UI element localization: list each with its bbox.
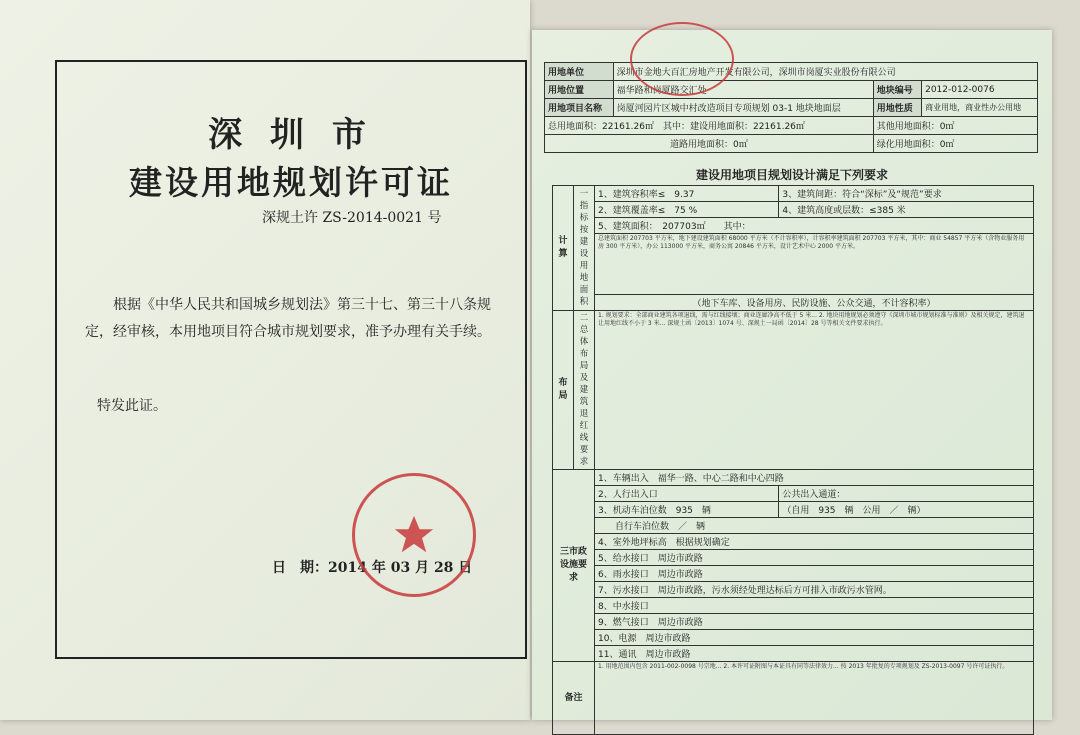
land-user-label: 用地单位 [545, 63, 614, 81]
floor-area-value: 5、建筑面积： 207703㎡ 其中： [595, 218, 1034, 234]
other-area: 其他用地面积：0㎡ [873, 117, 1037, 135]
permit-right-page [532, 30, 1052, 720]
municipal-11: 11、通讯 周边市政路 [595, 646, 1034, 662]
plot-no-value: 2012-012-0076 [922, 81, 1038, 99]
top-red-seal-icon [630, 22, 734, 96]
permit-number: 深规土许 ZS-2014-0021 号 [262, 210, 442, 226]
municipal-2b: 公共出入通道： [779, 486, 1034, 502]
notes-text: 1. 用地范围内包含 2011-002-0098 号宗地... 2. 本许可证附图与本证具有同等法律效力... 按 2013 年批复的专项规划及 ZS-2013-0097 号许可证执行。 [595, 662, 1034, 735]
municipal-3b: （自用 935 辆 公用 ／ 辆） [779, 502, 1034, 518]
plot-no-label: 地块编号 [873, 81, 921, 99]
location-value: 福华路和岗厦路交汇处 [613, 81, 873, 99]
height-value: 4、建筑高度或层数：≤385 米 [779, 202, 1034, 218]
city-title: 深 圳 市 [208, 115, 374, 155]
municipal-3a: 3、机动车泊位数 935 辆 [595, 502, 779, 518]
municipal-2a: 2、人行出入口 [595, 486, 779, 502]
municipal-7: 7、污水接口 周边市政路，污水须经处理达标后方可排入市政污水管网。 [595, 582, 1034, 598]
municipal-6: 6、雨水接口 周边市政路 [595, 566, 1034, 582]
municipal-8: 8、中水接口 [595, 598, 1034, 614]
project-value: 岗厦河园片区城中村改造项目专项规划 03-1 地块地面层 [613, 99, 873, 117]
body-line-1: 根据《中华人民共和国城乡规划法》第三十七、第三十八条规 [113, 297, 491, 313]
municipal-1: 1、车辆出入 福华一路、中心二路和中心四路 [595, 470, 1034, 486]
land-nature-label: 用地性质 [873, 99, 921, 117]
floor-area-detail: 总建筑面积 207703 平方米，地下建设建筑面积 68000 平方米（不计容积率），计容积率建筑面积 207703 平方米，其中：商业 54857 平方米（含物业服务用房 300 平方米），办公 113000 平方米，商务公寓 20846 平方米，设计艺术中心 2000 平方米。 [595, 234, 1034, 295]
far-value: 1、建筑容积率≤ 9.37 [595, 186, 779, 202]
road-area: 道路用地面积：0㎡ [545, 135, 874, 153]
official-red-seal-icon [352, 473, 476, 597]
notes-label: 备注 [553, 662, 595, 735]
requirements-table [552, 185, 1034, 735]
location-label: 用地位置 [545, 81, 614, 99]
permit-left-page [0, 0, 530, 720]
section-2-sub: 二总体布局及建筑退红线要求 [574, 311, 595, 470]
special-issue-text: 特发此证。 [97, 398, 167, 414]
coverage-value: 2、建筑覆盖率≤ 75 % [595, 202, 779, 218]
land-nature-value: 商业用地，商业性办公用地 [922, 99, 1038, 117]
issue-date: 日 期：2014 年 03 月 28 日 [272, 560, 473, 576]
municipal-5: 5、给水接口 周边市政路 [595, 550, 1034, 566]
municipal-4: 4、室外地坪标高 根据规划确定 [595, 534, 1034, 550]
municipal-3c: 自行车泊位数 ／ 辆 [595, 518, 1034, 534]
municipal-10: 10、电源 周边市政路 [595, 630, 1034, 646]
section-1-label: 计算 [553, 186, 574, 311]
land-user-value: 深圳市金地大百汇房地产开发有限公司，深圳市岗厦实业股份有限公司 [613, 63, 1037, 81]
green-area: 绿化用地面积：0㎡ [873, 135, 1037, 153]
body-line-2: 定，经审核，本用地项目符合城市规划要求，准予办理有关手续。 [85, 324, 491, 340]
municipal-9: 9、燃气接口 周边市政路 [595, 614, 1034, 630]
layout-requirements: 1. 规划要求：全部商业建筑各项退线，需与红线接壤；商业连廊净高不低于 5 米... 2. 地块用地规划必须遵守《深圳市城市规划标准与准则》及相关规定，建筑退让用地红线不小于 3 米... 深规土函〔2013〕1074 号、深规土一局函〔2014〕28 号等相关文件要求执行。 [595, 311, 1034, 470]
permit-body [85, 292, 515, 346]
land-info-table [544, 62, 1038, 153]
certificate-title: 建设用地规划许可证 [129, 163, 453, 202]
requirements-title: 建设用地项目规划设计满足下列要求 [695, 168, 888, 182]
section-1-sub: 一指标按建设用地面积 [574, 186, 595, 311]
not-counted-note: （地下车库、设备用房、民防设施、公众交通，不计容积率） [595, 295, 1034, 311]
total-area: 总用地面积：22161.26㎡ 其中：建设用地面积：22161.26㎡ [545, 117, 874, 135]
spacing-value: 3、建筑间距：符合“深标”及“规范”要求 [779, 186, 1034, 202]
section-2-label: 布局 [553, 311, 574, 470]
section-3-label: 三市政设施要求 [553, 470, 595, 662]
project-label: 用地项目名称 [545, 99, 614, 117]
